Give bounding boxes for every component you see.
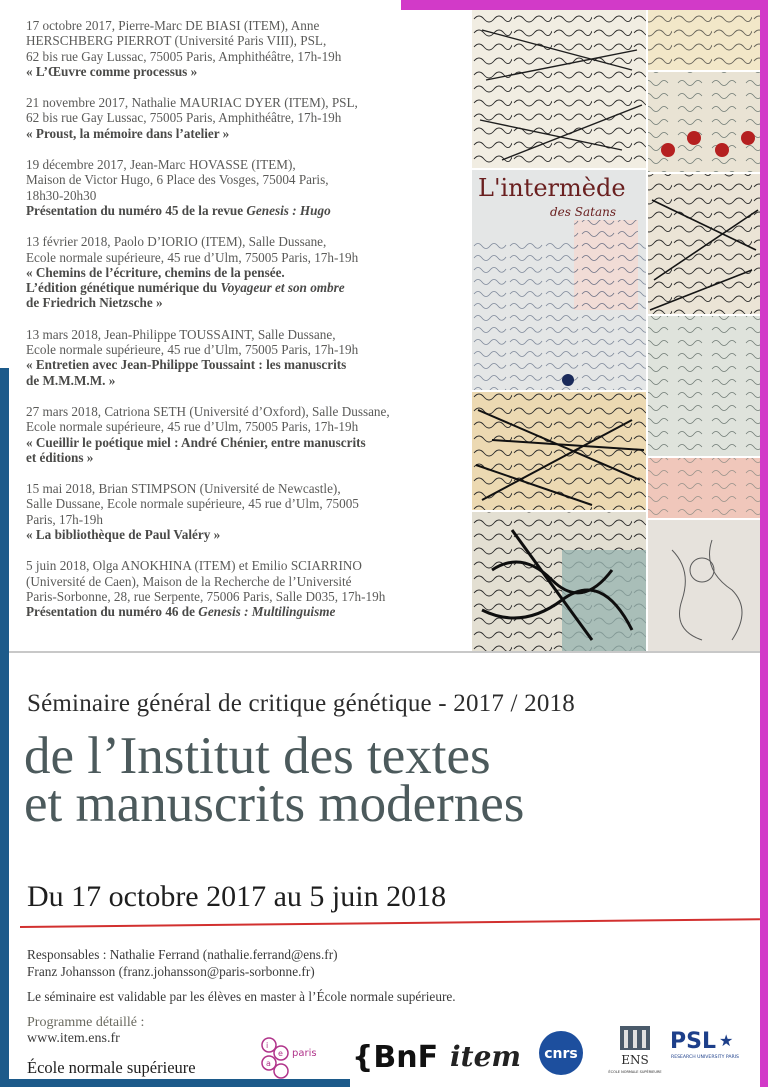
event-meta-line: 5 juin 2018, Olga ANOKHINA (ITEM) et Emilio SCIARRINO: [26, 558, 362, 574]
programme-block: [27, 1015, 144, 1047]
event-meta-line: Maison de Victor Hugo, 6 Place des Vosges, 75004 Paris,: [26, 172, 329, 188]
event-item: [26, 95, 466, 141]
programme-label: Programme détaillé :: [27, 1015, 145, 1030]
validation-note: Le séminaire est validable par les élèves en master à l’École normale supérieure.: [27, 989, 456, 1004]
contacts-block: [27, 946, 338, 980]
event-meta-line: Paris-Sorbonne, 28, rue Serpente, 75006 Paris, Salle D035, 17h-19h: [26, 588, 386, 604]
event-title-line: L’édition génétique numérique du Voyageur et son ombre: [26, 280, 345, 296]
event-meta-line: Ecole normale supérieure, 45 rue d’Ulm, 75005 Paris, 17h-19h: [26, 249, 359, 265]
event-title-line: [26, 604, 466, 619]
school-name: École normale supérieure: [27, 1058, 196, 1077]
psl-star-icon: ★: [719, 1031, 734, 1050]
cnrs-logo: [538, 1030, 584, 1081]
event-meta-line: 62 bis rue Gay Lussac, 75005 Paris, Amphithéâtre, 17h-19h: [26, 48, 342, 64]
event-meta-line: Paris, 17h-19h: [26, 511, 103, 527]
collage-satans-text: des Satans: [550, 205, 616, 219]
event-title-line: « L’Œuvre comme processus »: [26, 63, 198, 79]
event-meta-line: Ecole normale supérieure, 45 rue d’Ulm, 75005 Paris, 17h-19h: [26, 342, 359, 358]
svg-text:ÉCOLE NORMALE SUPÉRIEURE: ÉCOLE NORMALE SUPÉRIEURE: [608, 1070, 662, 1074]
institute-title-line1: de l’Institut des textes: [24, 727, 491, 785]
event-item: [26, 327, 466, 388]
svg-text:cnrs: cnrs: [544, 1046, 578, 1062]
blue-frame-left: [0, 368, 9, 1087]
event-item: [26, 481, 466, 542]
event-title-line: [26, 203, 466, 218]
event-title-italic: Genesis : Hugo: [246, 202, 331, 218]
svg-text:PSL: PSL: [670, 1029, 716, 1054]
event-meta-line: 15 mai 2018, Brian STIMPSON (Université de Newcastle),: [26, 481, 341, 497]
magenta-frame-right: [760, 0, 768, 1087]
event-title-prefix: Présentation du numéro 45 de la revue: [26, 202, 247, 218]
programme-url-link[interactable]: www.item.ens.fr: [27, 1031, 120, 1046]
contact-line-2: Franz Johansson (franz.johansson@paris-sorbonne.fr): [27, 964, 315, 979]
seminar-title: Séminaire général de critique génétique - 2017 / 2018: [27, 690, 575, 717]
event-meta-line: 19 décembre 2017, Jean-Marc HOVASSE (ITEM),: [26, 157, 296, 173]
event-title-line: « Proust, la mémoire dans l’atelier »: [26, 125, 230, 141]
event-item: [26, 558, 466, 619]
iea-paris-logo: [258, 1036, 322, 1087]
event-meta-line: 13 février 2018, Paolo D’IORIO (ITEM), Salle Dussane,: [26, 234, 327, 250]
manuscript-collage: [472, 10, 760, 652]
event-meta-line: (Université de Caen), Maison de la Recherche de l’Université: [26, 573, 352, 589]
event-item: [26, 404, 466, 465]
svg-text:a: a: [266, 1059, 271, 1068]
item-logo: item: [450, 1040, 522, 1073]
event-title-italic: Genesis : Multilinguisme: [198, 604, 336, 620]
institute-title: [24, 727, 525, 833]
event-meta-line: 13 mars 2018, Jean-Philippe TOUSSAINT, Salle Dussane,: [26, 326, 336, 342]
event-meta-line: 17 octobre 2017, Pierre-Marc DE BIASI (ITEM), Anne: [26, 18, 320, 33]
ens-logo: [608, 1022, 662, 1081]
event-meta-line: 18h30-20h30: [26, 187, 97, 203]
contact-line-1: Responsables : Nathalie Ferrand (nathalie.ferrand@ens.fr): [27, 947, 338, 962]
event-meta-line: HERSCHBERG PIERROT (Université Paris VIII), PSL,: [26, 33, 327, 49]
red-rule: [20, 918, 760, 928]
collage-intermede-text: L'intermède: [478, 174, 626, 202]
svg-text:paris: paris: [292, 1048, 317, 1059]
bnf-logo: [352, 1040, 438, 1075]
event-meta-line: Salle Dussane, Ecole normale supérieure, 45 rue d’Ulm, 75005: [26, 496, 359, 512]
event-title-line: de M.M.M.M. »: [26, 372, 116, 388]
svg-text:RESEARCH UNIVERSITY PARIS: RESEARCH UNIVERSITY PARIS: [671, 1055, 739, 1060]
event-title-line: « Chemins de l’écriture, chemins de la pensée.: [26, 264, 285, 280]
event-item: [26, 18, 466, 79]
event-title-line: « La bibliothèque de Paul Valéry »: [26, 527, 221, 543]
event-meta-line: Ecole normale supérieure, 45 rue d’Ulm, 75005 Paris, 17h-19h: [26, 419, 359, 435]
event-title-prefix: Présentation du numéro 46 de: [26, 604, 199, 620]
magenta-frame-top: [401, 0, 768, 10]
event-title-line: de Friedrich Nietzsche »: [26, 295, 163, 311]
psl-logo: [668, 1024, 738, 1069]
institute-title-line2: et manuscrits modernes: [24, 775, 525, 833]
event-meta-line: 27 mars 2018, Catriona SETH (Université d’Oxford), Salle Dussane,: [26, 403, 390, 419]
event-title-line: « Cueillir le poétique miel : André Chénier, entre manuscrits: [26, 434, 366, 450]
event-item: [26, 157, 466, 218]
book-title-italic: Voyageur et son ombre: [220, 280, 345, 296]
section-divider: [9, 651, 760, 653]
event-title-line: et éditions »: [26, 449, 94, 465]
date-range: Du 17 octobre 2017 au 5 juin 2018: [27, 880, 447, 913]
event-title-line: « Entretien avec Jean-Philippe Toussaint : les manuscrits: [26, 357, 347, 373]
svg-text:ENS: ENS: [621, 1053, 649, 1067]
event-meta-line: 62 bis rue Gay Lussac, 75005 Paris, Amphithéâtre, 17h-19h: [26, 110, 342, 126]
event-list: [26, 18, 466, 636]
bnf-logo-text: BnF: [373, 1040, 439, 1075]
bnf-logo-bracket: {: [352, 1040, 374, 1075]
event-meta-line: 21 novembre 2017, Nathalie MAURIAC DYER (ITEM), PSL,: [26, 95, 358, 111]
svg-text:i: i: [266, 1041, 269, 1050]
event-item: [26, 234, 466, 310]
svg-text:e: e: [278, 1049, 283, 1058]
